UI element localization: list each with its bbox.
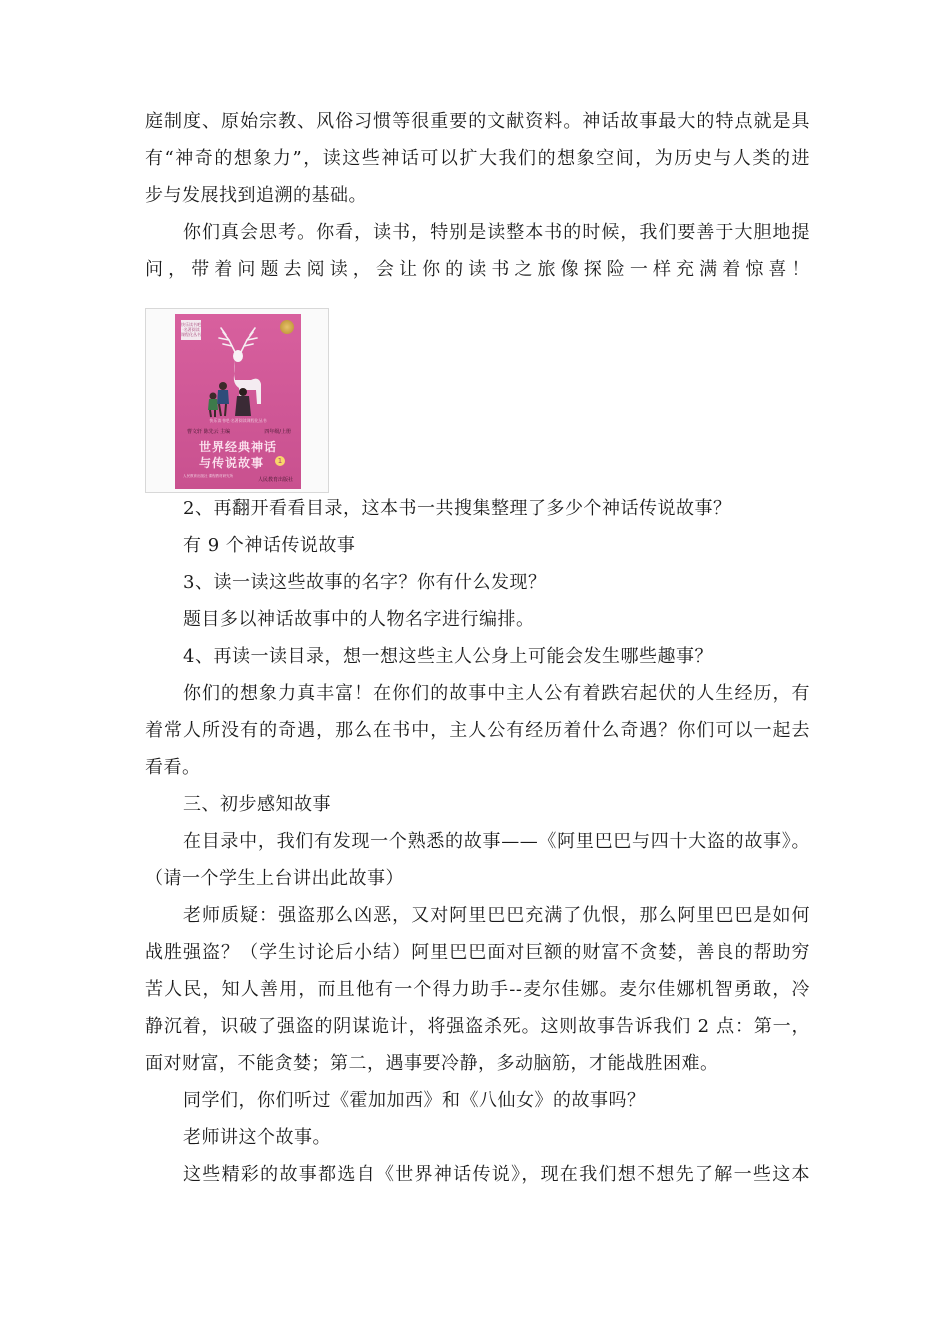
paragraph-line: 3、读一读这些故事的名字？你有什么发现？ [183, 572, 547, 593]
paragraph-line: 有 9 个神话传说故事 [183, 535, 356, 556]
book-cover-image [145, 308, 329, 493]
paragraph-line: 静沉着，识破了强盗的阴谋诡计，将强盗杀死。这则故事告诉我们 2 点：第一， [145, 1016, 810, 1037]
paragraph-line: 2、再翻开看看目录，这本书一共搜集整理了多少个神话传说故事？ [183, 498, 732, 519]
cover-publisher-small: 人民教育出版社 课程教材研究所 [183, 474, 234, 478]
paragraph-line: 这些精彩的故事都选自《世界神话传说》，现在我们想不想先了解一些这本 [183, 1164, 810, 1185]
book-cover [175, 314, 301, 489]
paragraph-line: 步与发展找到追溯的基础。 [145, 185, 367, 206]
cover-volume-mark: 1 [275, 456, 285, 466]
paragraph-line: （请一个学生上台讲出此故事） [145, 868, 404, 889]
paragraph-line: 庭制度、原始宗教、风俗习惯等很重要的文献资料。神话故事最大的特点就是具 [145, 111, 810, 132]
cover-authors: 曹文轩 陈先云 主编 [187, 429, 231, 435]
cover-corner-tag: 快乐读书吧·名著阅读课程化丛书 [181, 320, 201, 340]
deer-illustration [189, 326, 287, 418]
cover-grade: 四年级/上册 [264, 429, 291, 435]
paragraph-line: 老师质疑：强盗那么凶恶，又对阿里巴巴充满了仇恨，那么阿里巴巴是如何 [183, 905, 810, 926]
paragraph-line: 你们的想象力真丰富！在你们的故事中主人公有着跌宕起伏的人生经历，有 [183, 683, 810, 704]
paragraph-line: 题目多以神话故事中的人物名字进行编排。 [183, 609, 535, 630]
paragraph-line: 你们真会思考。你看，读书，特别是读整本书的时候，我们要善于大胆地提 [183, 222, 810, 243]
paragraph-line: 着常人所没有的奇遇，那么在书中，主人公有经历着什么奇遇？你们可以一起去 [145, 720, 810, 741]
paragraph-line: 4、再读一读目录，想一想这些主人公身上可能会发生哪些趣事？ [183, 646, 713, 667]
paragraph-line: 同学们，你们听过《霍加加西》和《八仙女》的故事吗？ [183, 1090, 646, 1111]
paragraph-line: 面对财富，不能贪婪；第二，遇事要冷静，多动脑筋，才能战胜困难。 [145, 1053, 719, 1074]
cover-title-line2: 与传说故事 [199, 456, 265, 470]
cover-blurb: 快乐读书吧·名著阅读课程化丛书 [209, 418, 267, 423]
paragraph-line: 战胜强盗？（学生讨论后小结）阿里巴巴面对巨额的财富不贪婪，善良的帮助穷 [145, 942, 810, 963]
paragraph-line: 老师讲这个故事。 [183, 1127, 331, 1148]
paragraph-line: 问，带着问题去阅读，会让你的读书之旅像探险一样充满着惊喜！ [145, 259, 810, 280]
paragraph-line: 看看。 [145, 757, 201, 778]
cover-title-line1: 世界经典神话 [199, 440, 278, 454]
cover-publisher: 人民教育出版社 [257, 477, 293, 483]
paragraph-line: 苦人民，知人善用，而且他有一个得力助手--麦尔佳娜。麦尔佳娜机智勇敢，冷 [145, 979, 810, 1000]
paragraph-line: 有“神奇的想象力”，读这些神话可以扩大我们的想象空间，为历史与人类的进 [145, 148, 810, 169]
paragraph-line: 三、初步感知故事 [183, 794, 331, 815]
paragraph-line: 在目录中，我们有发现一个熟悉的故事——《阿里巴巴与四十大盗的故事》。 [183, 831, 810, 852]
